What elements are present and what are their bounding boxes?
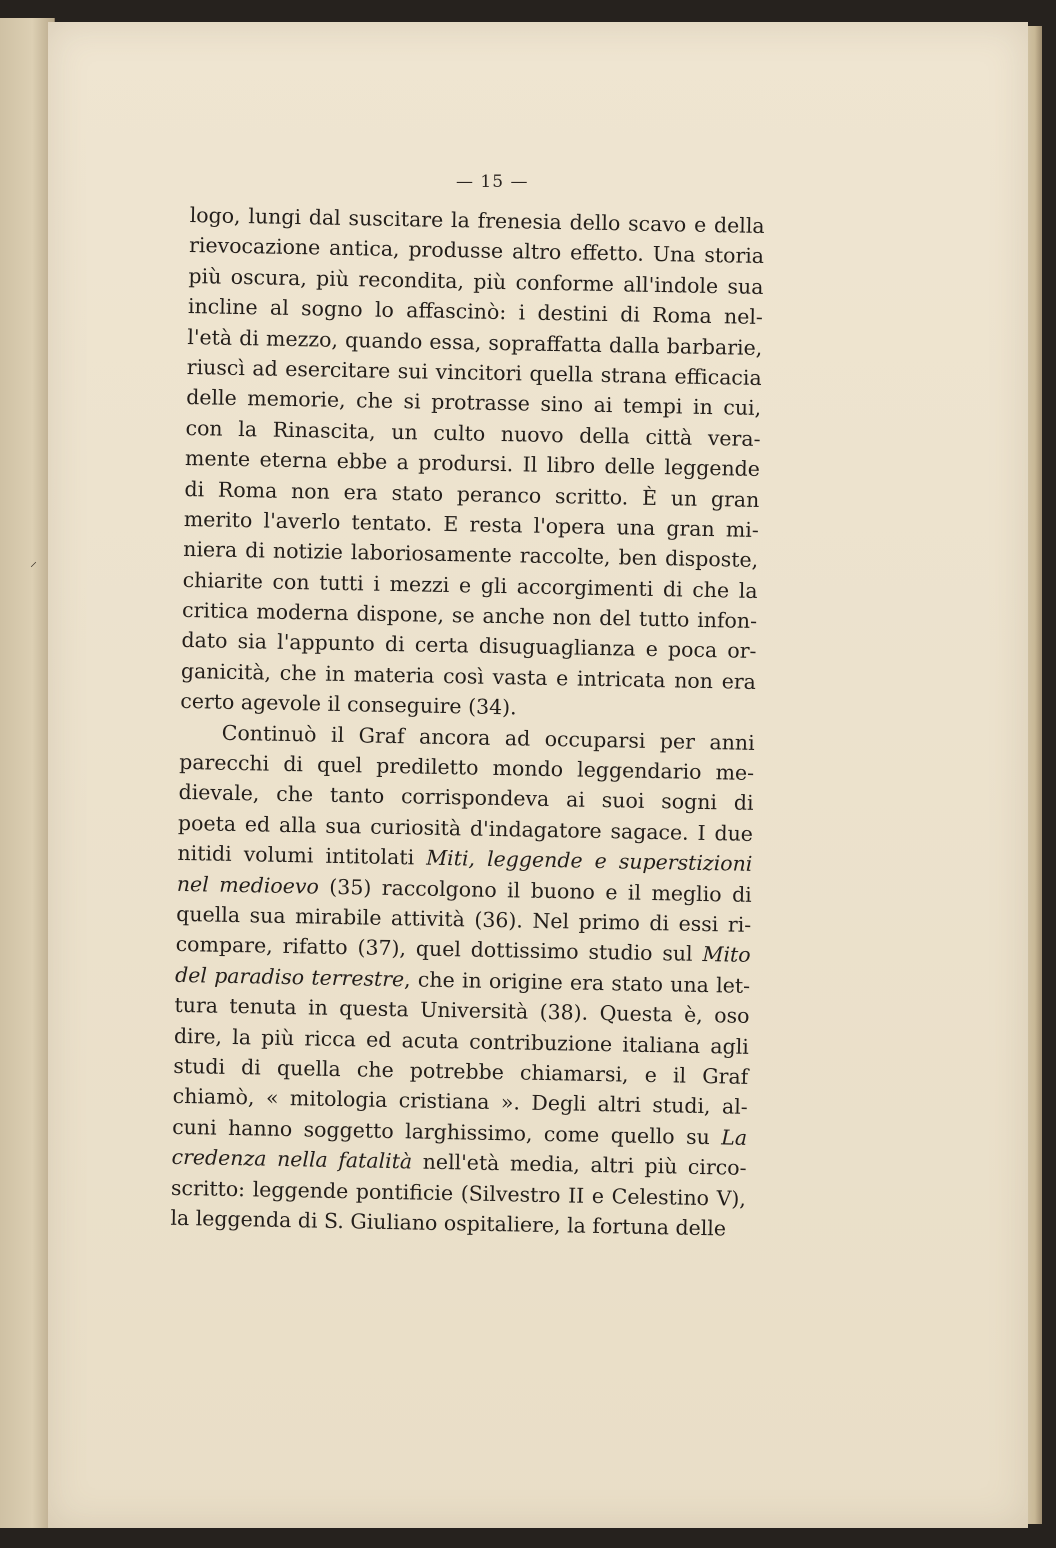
text-line: critica moderna dispone, se anche non del tutto infon- [181,598,758,634]
text-line: niera di notizie laboriosamente raccolte, ben disposte, [183,537,759,573]
text-line: incline al sogno lo affascinò: i destini di Roma nel- [187,294,764,330]
body-text [170,200,765,1244]
text-line: quella sua mirabile attività (36). Nel primo di essi ri- [176,901,752,937]
text-line: con la Rinascita, un culto nuovo della città vera- [185,415,761,451]
text-line: scritto: leggende pontificie (Silvestro II e Celestino V), [170,1175,747,1211]
margin-mark-icon: ⸝ [30,554,37,570]
text-line: compare, rifatto (37), quel dottissimo studio sul Mito [175,932,751,968]
text-line: Continuò il Graf ancora ad occuparsi per anni [221,720,755,755]
text-line: certo agevole il conseguire (34). [180,689,517,720]
text-line: credenza nella fatalità nell'età media, altri più circo- [171,1144,747,1180]
text-line: di Roma non era stato peranco scritto. È un gran [184,476,760,512]
text-line: dato sia l'appunto di certa disuguaglianza e poca or- [181,628,757,664]
text-line: merito l'averlo tentato. E resta l'opera una gran mi- [183,506,760,542]
text-line: mente eterna ebbe a prodursi. Il libro delle leggende [184,446,761,482]
text-line: parecchi di quel prediletto mondo leggendario me- [178,749,755,785]
text-line: chiamò, « mitologia cristiana ». Degli altri studi, al- [172,1084,748,1120]
text-line: tura tenuta in questa Università (38). Questa è, oso [174,993,750,1029]
page-number: — 15 — [456,172,529,192]
text-line: del paradiso terrestre, che in origine era stato una let- [174,962,751,998]
text-line: più oscura, più recondita, più conforme all'indole sua [188,263,764,299]
text-line: nitidi volumi intitolati Miti, leggende e superstizioni [177,841,753,877]
previous-page-edge [0,18,55,1528]
text-line: studi di quella che potrebbe chiamarsi, e il Graf [173,1053,749,1089]
text-line: logo, lungi dal suscitare la frenesia dello scavo e della [189,202,765,239]
text-line: la leggenda di S. Giuliano ospitaliere, la fortuna delle [170,1205,727,1241]
text-line: chiarite con tutti i mezzi e gli accorgimenti di che la [182,567,758,603]
text-line: dievale, che tanto corrispondeva ai suoi sogni di [178,780,754,816]
text-line: nel medioevo (35) raccolgono il buono e il meglio di [176,871,753,907]
text-line: dire, la più ricca ed acuta contribuzione italiana agli [173,1023,750,1059]
text-line: poeta ed alla sua curiosità d'indagatore sagace. I due [177,810,754,846]
text-line: l'età di mezzo, quando essa, sopraffatta dalla barbarie, [187,324,763,360]
text-line: delle memorie, che si protrasse sino ai tempi in cui, [185,385,762,421]
text-line: cuni hanno soggetto larghissimo, come quello su La [171,1114,748,1150]
text-line: rievocazione antica, produsse altro effetto. Una storia [188,233,765,269]
text-line: ganicità, che in materia così vasta e intricata non era [180,658,757,694]
text-line: riuscì ad esercitare sui vincitori quella strana efficacia [186,354,762,390]
